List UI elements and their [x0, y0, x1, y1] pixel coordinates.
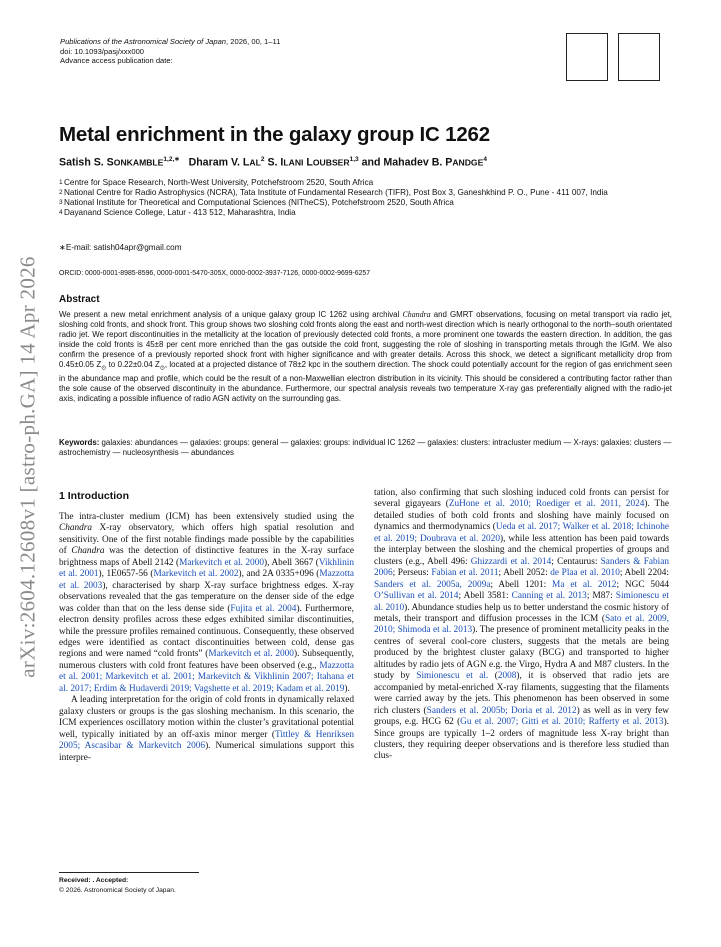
citation-link[interactable]: Canning et al. 2013	[511, 591, 587, 602]
citation-link[interactable]: Sanders & Fabian 2006	[374, 556, 670, 579]
citation-link[interactable]: ZuHone et al. 2010; Roediger et al. 2011, 2024	[448, 499, 645, 510]
citation-link[interactable]: O’Sullivan et al. 2014	[374, 591, 459, 602]
citation-link[interactable]: Tittley & Henriksen 2005; Ascasibar & Markevitch 2006	[59, 729, 354, 752]
body-text: The intra-cluster medium (ICM) has been extensively studied using the	[59, 512, 354, 522]
body-text: ), 1E0657-56 (	[98, 569, 154, 580]
section-heading-introduction: 1 Introduction	[59, 490, 129, 502]
body-text: ). The detailed studies of both cold fronts and sloshing have mainly focused on dynamics and thermodynamics (	[374, 499, 669, 533]
affiliations	[59, 178, 679, 218]
body-text: A leading interpretation for the origin of cold fronts in dynamically relaxed galaxy clusters or groups is the gas sloshing mechanism. In this scenario, the ICM experiences oscillatory motion within the cluster’s gravitational potential well, typically initiated by an off-axis minor merger (	[59, 695, 354, 740]
body-text: ) as well as in very few groups, e.g. HCG 62 (	[374, 705, 669, 728]
affiliation: 1 Centre for Space Research, North-West University, Potchefstroom 2520, South Africa	[59, 178, 374, 187]
advance-access: Advance access publication date:	[60, 56, 173, 66]
doi: doi: 10.1093/pasj/xxx000	[60, 46, 145, 56]
citation-link[interactable]: de Plaa et al. 2010	[550, 568, 620, 579]
footer	[59, 876, 176, 896]
italic-text: Chandra	[59, 523, 93, 534]
citation-link[interactable]: Markevitch et al. 2000	[179, 557, 264, 568]
affiliation: 4 Dayanand Science College, Latur - 413 512, Maharashtra, India	[59, 208, 296, 217]
body-text: ).	[344, 683, 350, 694]
footer-rule	[59, 872, 199, 873]
citation-link[interactable]: Simionescu et al.	[416, 671, 489, 682]
keywords: Keywords: galaxies: abundances — galaxies: groups: general — galaxies: groups: individual IC 1262 — galaxies: clusters: intracluster medium — X-rays: galaxies: clusters — astrochemistry — nucleosynthesis — abundances	[59, 438, 672, 457]
body-text: ; NGC 5044	[616, 579, 670, 590]
body-text: ). Since groups are typically 1–2 orders of magnitude less X-ray bright than clusters, they requiring deeper observations and is therefore less studied than clus-	[374, 717, 669, 762]
body-text: (	[488, 671, 498, 682]
citation-link[interactable]: Markevitch et al. 2000	[208, 649, 294, 660]
citation-link[interactable]: Markevitch et al. 2002	[153, 569, 239, 580]
citation-link[interactable]: Sanders et al. 2005b; Doria et al. 2012	[426, 705, 577, 716]
header-boxes	[566, 33, 660, 81]
paragraph	[374, 488, 669, 763]
abstract-heading: Abstract	[59, 294, 100, 305]
paragraph	[59, 512, 354, 695]
journal-name: Publications of the Astronomical Society of Japan	[60, 37, 227, 46]
citation-link[interactable]: Fujita et al. 2004	[230, 603, 297, 614]
citation-link[interactable]: Ghizzardi et al. 2014	[470, 556, 552, 567]
received-accepted: Received: . Accepted:	[59, 877, 129, 884]
body-text: ; Abell 2204:	[619, 568, 669, 579]
body-column-right	[374, 488, 669, 763]
body-text: ). Subsequently, numerous clusters with cold front features have been observed (e.g.,	[59, 649, 354, 671]
header-box-right	[618, 33, 660, 81]
body-text: ). Abundance studies help us to better understand the cosmic history of metals, their transport and diffusion processes in the ICM (	[374, 602, 669, 624]
citation-link[interactable]: Ueda et al. 2017; Walker et al. 2018; Ichinohe et al. 2019; Doubrava et al. 2020	[374, 522, 669, 544]
citation-link[interactable]: Mazzotta et al. 2001; Markevitch et al. 2001; Markevitch & Vikhlinin 2007; Itahana et al. 2017; Erdim & Hudaverdi 2019; Vagshette et al. 2019; Kadam et al. 2019	[59, 660, 354, 694]
orcid-list: ORCID: 0000-0001-8985-8596, 0000-0001-5470-305X, 0000-0002-3937-7126, 0000-0002-9699-6257	[59, 270, 371, 277]
citation-link[interactable]: Simionescu et al. 2010	[374, 591, 669, 613]
body-text: tation, also confirming that such sloshing induced cold fronts can persist for several gigayears (	[374, 488, 669, 510]
body-text: ; Abell 2052:	[498, 568, 551, 579]
journal-header	[60, 37, 500, 66]
body-text: ; Abell 3581:	[458, 591, 512, 602]
citation-link[interactable]: Sanders et al. 2005a, 2009a	[374, 579, 491, 590]
citation-link[interactable]: Gu et al. 2007; Gitti et al. 2010; Rafferty et al. 2013	[460, 717, 664, 728]
body-text: ; M87:	[586, 591, 616, 602]
body-text: was the detection of distinctive features in the X-ray surface brightness maps of Abell 2142 (	[59, 546, 354, 568]
affiliation: 2 National Centre for Radio Astrophysics (NCRA), Tata Institute of Fundamental Research (TIFR), Post Box 3, Ganeshkhind P. O., Pune - 411 007, India	[59, 188, 608, 197]
author-list: Satish S. $SONKAMBLE^{1,2,∗}$ Dharam V. LAL$^2$ S. ILANI LOUBSER$^{1,3}$ and Mahadev B. PANDGE$^4$	[59, 156, 487, 169]
body-text: ; Centaurus:	[551, 556, 601, 567]
body-text: X-ray observatory, which offers high spatial resolution and sensitivity. One of the first notable findings made possible by the capabilities of	[59, 523, 354, 557]
body-text: ). The presence of prominent metallicity peaks in the centres of several cool-core clusters, suggests that the metals are being produced by the brightest cluster galaxy (BCG) and transported to higher altitudes by radio jets of AGN e.g. the Virgo, Hydra A and M87 clusters. In the study by	[374, 625, 669, 682]
body-text: ). Furthermore, electron density profiles across these edges exhibited similar discontinuities, while the pressure profiles remained continuous. Consequently, these observed edges were identified as contact discontinuities between cold, dense gas regions and were named “cold fronts” (	[59, 603, 354, 660]
citation-link[interactable]: Mazzotta et al. 2003	[59, 569, 354, 591]
citation-link[interactable]: 2008	[497, 671, 517, 682]
body-text: ), and 2A 0335+096 (	[238, 569, 320, 580]
body-text: ), Abell 3667 (	[264, 557, 319, 568]
body-text: ; Perseus:	[392, 568, 432, 579]
body-text: ), it is observed that radio jets are accompanied by metal-enriched X-ray filaments, suggesting that the filaments were carried away by the jets. This phenomenon has been observed in some rich clusters (	[374, 671, 670, 716]
journal-volume: , 2026, 00, 1–11	[226, 37, 281, 46]
body-text: ). Numerical simulations support this interpre-	[59, 741, 354, 763]
affiliation: 3 National Institute for Theoretical and Computational Sciences (NITheCS), Potchefstroom 2520, South Africa	[59, 198, 454, 207]
body-text: ), characterised by sharp X-ray surface brightness edges. X-ray observations revealed that the gas temperature on the denser side of the edge was colder than that on the less dense side (	[59, 580, 354, 614]
citation-link[interactable]: Sato et al. 2009, 2010; Shimoda et al. 2013	[374, 613, 669, 636]
body-column-left	[59, 512, 354, 764]
citation-link[interactable]: Vikhlinin et al. 2001	[59, 557, 354, 580]
copyright: © 2026. Astronomical Society of Japan.	[59, 887, 176, 894]
paragraph	[59, 695, 354, 764]
arxiv-sidebar	[10, 232, 46, 702]
body-text: ), while less attention has been paid towards the interplay between the sloshing and the chemical properties of groups and clusters (e.g., Abell 496:	[374, 533, 669, 567]
abstract-text: We present a new metal enrichment analysis of a unique galaxy group IC 1262 using archival Chandra and GMRT observations, focusing on metal transport via radio jet, sloshing cold fronts, and shock front. This group shows two sloshing cold fronts along the east and north-west direction which is nearly orthogonal to the north–south orientated radio jet. We report discontinuities in the metallicity at the location of previously detected cold fronts, a more prominent one towards the eastern direction. In addition, the gas inside the cold fronts is 45±8 per cent more enriched than the gas outside the cold front, suggesting the role of sloshing in transporting metals through the IGrM. We also confirm the presence of a previously reported shock front with higher significance and with greater details. Across this shock, we detect a significant metallicity drop from 0.45±0.05 $Z_⊙$ to 0.22±0.04 $Z_⊙$, located at a projected distance of 78±2 kpc in the southern direction. The shock could potentially account for the region of gas enrichment seen in the abundance map and profile, which could be the result of a non-Maxwellian electron distribution in its vicinity. This should be considered a contributing factor rather than the sole cause of the observed discontinuity in the abundance. Furthermore, our spectral analysis reveals two temperature X-ray gas preferentially aligned with the radio-jet axis, indicating a possible influence of radio AGN activity on the surrounding gas.	[59, 310, 672, 403]
header-box-left	[566, 33, 608, 81]
arxiv-identifier: arXiv:2604.12608v1 [astro-ph.GA] 14 Apr 2026	[15, 256, 40, 678]
italic-text: Chandra	[71, 546, 105, 557]
paper-title: Metal enrichment in the galaxy group IC 1262	[59, 123, 490, 146]
corresponding-email: ∗E-mail: satish04apr@gmail.com	[59, 243, 182, 252]
citation-link[interactable]: Ma et al. 2012	[552, 579, 617, 590]
citation-link[interactable]: Fabian et al. 2011	[431, 568, 499, 579]
body-text: ; Abell 1201:	[490, 579, 553, 590]
